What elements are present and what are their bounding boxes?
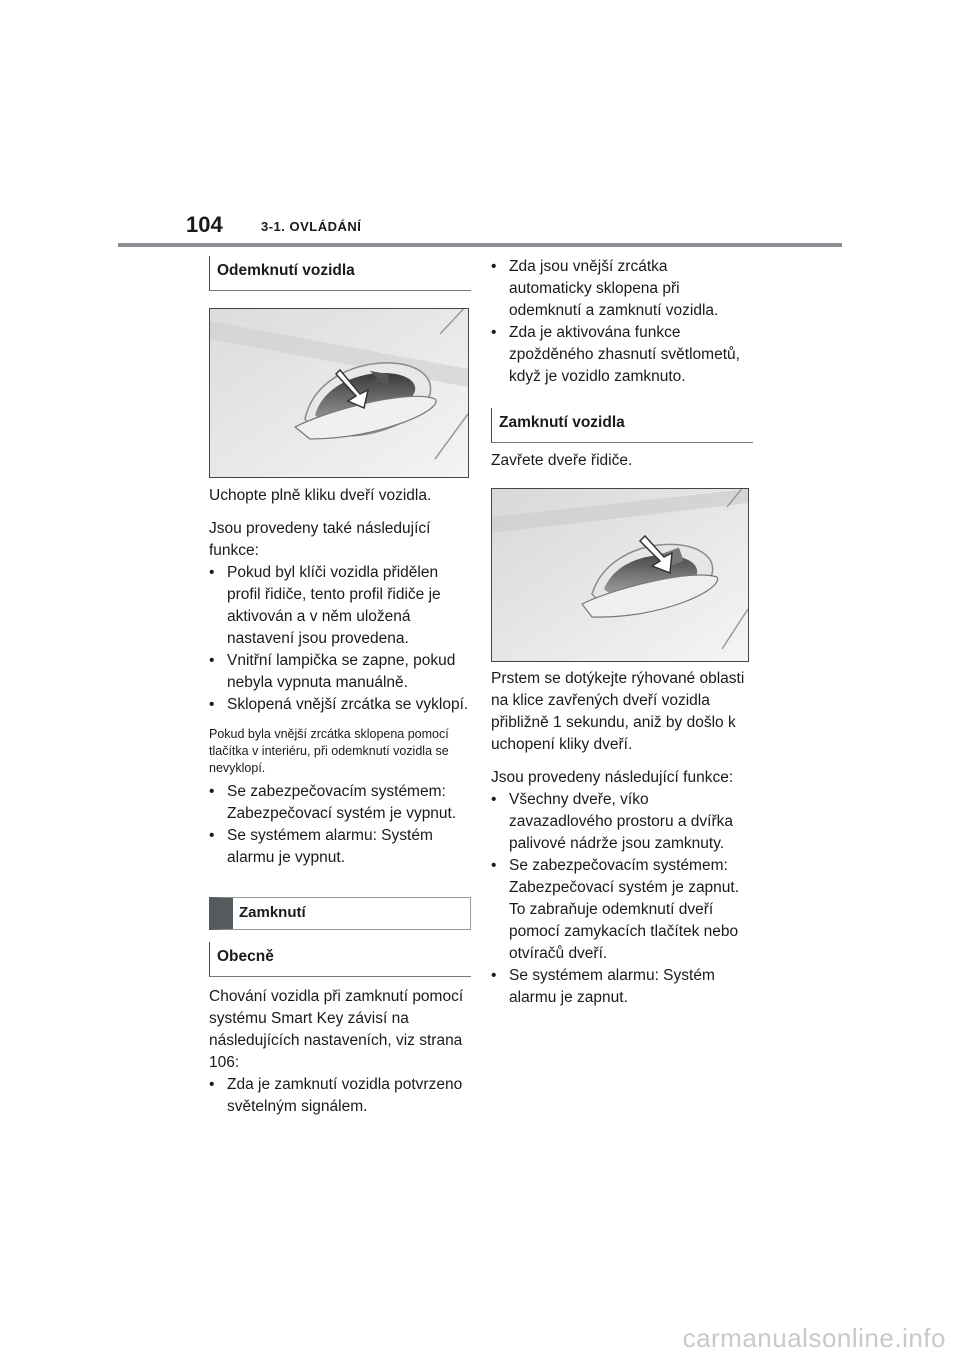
watermark: carmanualsonline.info [682,1323,946,1353]
page-number: 104 [186,212,223,237]
header-rule [118,243,842,247]
lock-functions-intro: Jsou provedeny následující funkce: [491,769,734,786]
list-item: • Se zabezpečovacím systémem: Zabezpečovací systém je vypnut. [209,781,471,825]
lock-vehicle-heading: Zamknutí vozidla [491,408,753,443]
general-text: Chování vozidla při zamknutí pomocí systému Smart Key závisí na následujících nastaveních, viz strana 106: [209,988,464,1071]
unlock-heading: Odemknutí vozidla [209,256,471,291]
list-item: • Zda je aktivována funkce zpožděného zhasnutí světlometů, když je vozidlo zamknuto. [491,322,753,388]
list-item: • Zda je zamknutí vozidla potvrzeno světelným signálem. [209,1074,471,1118]
general-list-continued [491,256,753,388]
door-handle-touch-illustration [492,489,748,661]
touch-instruction: Prstem se dotýkejte rýhované oblasti na klice zavřených dveří vozidla přibližně 1 sekundu, aniž by došlo k uchopení kliky dveří. [491,670,745,753]
general-list [209,1074,471,1118]
door-handle-unlock-figure [209,308,469,478]
list-item: • Se systémem alarmu: Systém alarmu je zapnut. [491,965,753,1009]
list-item: • Pokud byl klíči vozidla přidělen profil řidiče, tento profil řidiče je aktivován a v něm uložená nastavení jsou provedena. [209,562,471,650]
left-column [209,256,471,1118]
lock-instruction: Zavřete dveře řidiče. [491,452,633,469]
functions-intro: Jsou provedeny také následující funkce: [209,520,431,559]
lock-section-heading: Zamknutí [209,897,471,930]
mirror-note: Pokud byla vnější zrcátka sklopena pomocí tlačítka v interiéru, při odemknutí vozidla se nevyklopí. [209,727,449,775]
list-item: • Sklopená vnější zrcátka se vyklopí. [209,694,471,716]
unlock-functions-list [209,562,471,716]
list-item: • Zda jsou vnější zrcátka automaticky sklopena při odemknutí a zamknutí vozidla. [491,256,753,322]
door-handle-grab-illustration [210,309,468,477]
right-column [491,256,753,1009]
door-handle-lock-figure [491,488,749,662]
list-item: • Se zabezpečovacím systémem: Zabezpečovací systém je zapnut. To zabraňuje odemknutí dveří pomocí zamykacích tlačítek nebo otvíračů dveří. [491,855,753,965]
general-heading: Obecně [209,942,471,977]
unlock-instruction: Uchopte plně kliku dveří vozidla. [209,487,432,504]
list-item: • Všechny dveře, víko zavazadlového prostoru a dvířka palivové nádrže jsou zamknuty. [491,789,753,855]
section-title: 3-1. OVLÁDÁNÍ [261,219,362,234]
list-item: • Vnitřní lampička se zapne, pokud nebyla vypnuta manuálně. [209,650,471,694]
lock-functions-list [491,789,753,1009]
list-item: • Se systémem alarmu: Systém alarmu je vypnut. [209,825,471,869]
alarm-list [209,781,471,869]
